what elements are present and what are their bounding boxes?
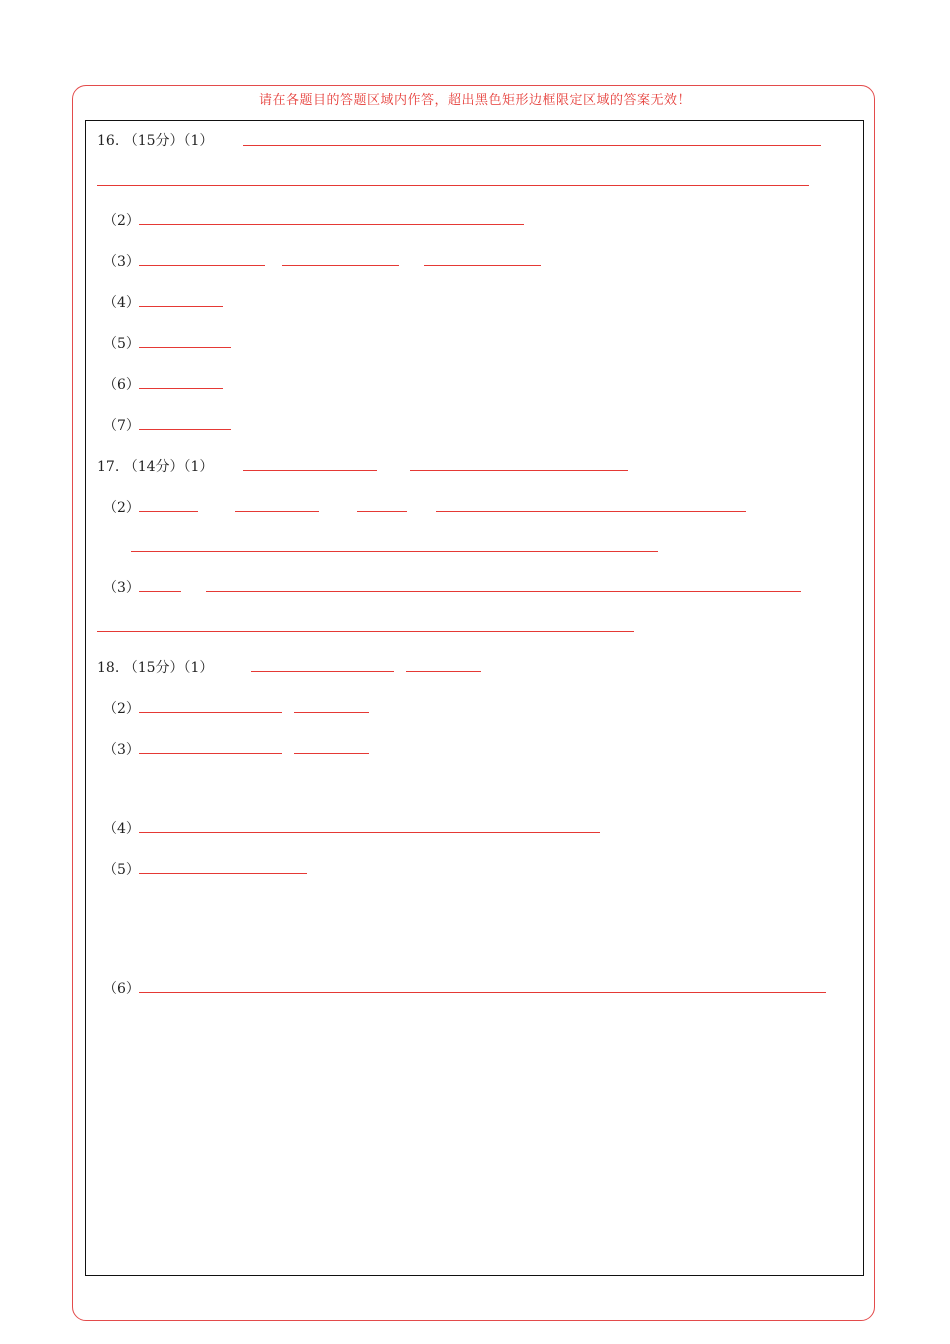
q16-2-line[interactable] <box>139 224 524 225</box>
q18-4-line[interactable] <box>139 832 600 833</box>
q17-1-line-b[interactable] <box>410 470 628 471</box>
q18-header: 18. （15分）（1） <box>97 660 214 676</box>
q17-header: 17. （14分）（1） <box>97 459 214 475</box>
q16-5-label: （5） <box>103 336 140 352</box>
q16-7-line[interactable] <box>139 429 231 430</box>
q16-1-line-a[interactable] <box>243 145 821 146</box>
q16-3-line-c[interactable] <box>424 265 541 266</box>
q16-6-label: （6） <box>103 377 140 393</box>
q18-1-line-b[interactable] <box>406 671 481 672</box>
q16-header: 16. （15分）（1） <box>97 133 214 149</box>
q18-2-line-b[interactable] <box>294 712 369 713</box>
q18-5-label: （5） <box>103 862 140 878</box>
q18-2-line-a[interactable] <box>139 712 282 713</box>
q18-3-line-a[interactable] <box>139 753 282 754</box>
q18-6-label: （6） <box>103 981 140 997</box>
q17-2-line-d[interactable] <box>436 511 746 512</box>
q17-3-line-a[interactable] <box>139 591 181 592</box>
q18-5-line[interactable] <box>139 873 307 874</box>
q17-2-label: （2） <box>103 500 140 516</box>
q18-3-line-b[interactable] <box>294 753 369 754</box>
q16-2-label: （2） <box>103 213 140 229</box>
q18-2-label: （2） <box>103 701 140 717</box>
q17-3-line-c[interactable] <box>97 631 634 632</box>
q16-6-line[interactable] <box>139 388 223 389</box>
q17-3-line-b[interactable] <box>206 591 801 592</box>
q16-4-label: （4） <box>103 295 140 311</box>
answer-region-border <box>85 120 864 1276</box>
q18-4-label: （4） <box>103 821 140 837</box>
q17-2-line-c[interactable] <box>357 511 407 512</box>
q17-2-line-b[interactable] <box>235 511 319 512</box>
q18-1-line-a[interactable] <box>251 671 394 672</box>
q17-1-line-a[interactable] <box>243 470 377 471</box>
q16-4-line[interactable] <box>139 306 223 307</box>
q16-3-label: （3） <box>103 254 140 270</box>
q18-6-line[interactable] <box>139 992 826 993</box>
answer-notice: 请在各题目的答题区域内作答，超出黑色矩形边框限定区域的答案无效！ <box>258 93 691 108</box>
q16-1-line-b[interactable] <box>97 185 809 186</box>
q16-5-line[interactable] <box>139 347 231 348</box>
q16-7-label: （7） <box>103 418 140 434</box>
q17-2-line-a[interactable] <box>139 511 198 512</box>
q16-3-line-a[interactable] <box>139 265 265 266</box>
q17-3-label: （3） <box>103 580 140 596</box>
q18-3-label: （3） <box>103 742 140 758</box>
q16-3-line-b[interactable] <box>282 265 399 266</box>
q17-2-line-e[interactable] <box>131 551 658 552</box>
